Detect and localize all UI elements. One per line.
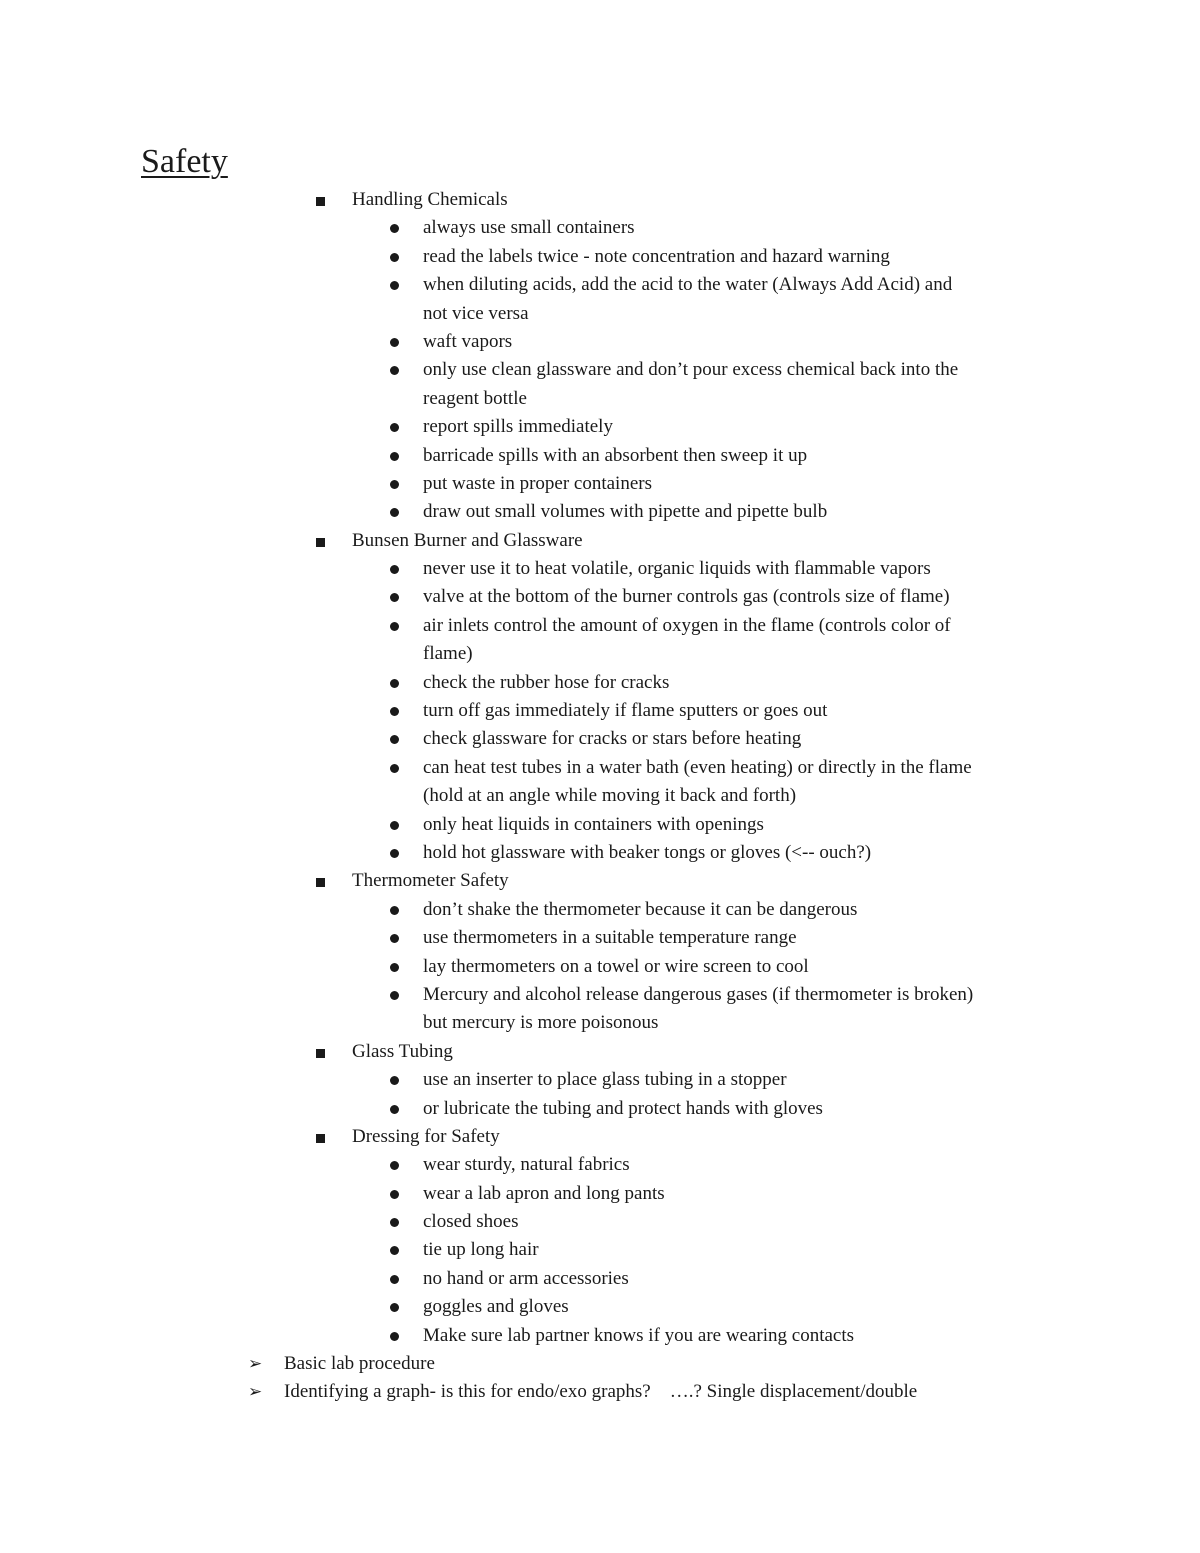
- list-item-text: only use clean glassware and don’t pour excess chemical back into the: [423, 359, 959, 381]
- list-item: [0, 924, 1200, 952]
- round-bullet-icon: [390, 452, 399, 461]
- list-item-text: use thermometers in a suitable temperature range: [423, 927, 797, 949]
- round-bullet-icon: [390, 679, 399, 688]
- list-item-text: put waste in proper containers: [423, 472, 652, 494]
- square-bullet-icon: [316, 878, 325, 887]
- section-heading: Handling Chemicals: [352, 189, 508, 210]
- list-item-text: valve at the bottom of the burner controls gas (controls size of flame): [423, 586, 950, 608]
- list-item-text: not vice versa: [423, 302, 529, 324]
- list-item: [0, 1180, 1200, 1208]
- round-bullet-icon: [390, 735, 399, 744]
- section-heading: Dressing for Safety: [352, 1125, 500, 1147]
- round-bullet-icon: [390, 1218, 399, 1227]
- list-item-text: flame): [423, 643, 473, 665]
- round-bullet-icon: [390, 1076, 399, 1085]
- list-item: [0, 413, 1200, 441]
- list-item: [0, 1236, 1200, 1264]
- list-item-text: barricade spills with an absorbent then sweep it up: [423, 444, 808, 466]
- list-item: [0, 612, 1200, 640]
- list-item: [0, 754, 1200, 782]
- list-item-text: goggles and gloves: [423, 1296, 569, 1318]
- safety-outline: [0, 186, 1200, 1407]
- list-item-text: lay thermometers on a towel or wire screen to cool: [423, 955, 809, 977]
- list-item: [0, 1151, 1200, 1179]
- list-item: [0, 981, 1200, 1009]
- list-item-continuation: [0, 640, 1200, 668]
- list-item-continuation: [0, 385, 1200, 413]
- round-bullet-icon: [390, 622, 399, 631]
- round-bullet-icon: [390, 934, 399, 943]
- list-item-text: always use small containers: [423, 217, 635, 239]
- section-heading-row: [0, 1038, 1200, 1066]
- round-bullet-icon: [390, 906, 399, 915]
- list-item-text: closed shoes: [423, 1211, 519, 1233]
- list-item: [0, 1265, 1200, 1293]
- list-item-text: waft vapors: [423, 330, 513, 352]
- round-bullet-icon: [390, 593, 399, 602]
- square-bullet-icon: [316, 538, 325, 547]
- list-item-text: turn off gas immediately if flame sputters or goes out: [423, 700, 828, 722]
- list-item-text: hold hot glassware with beaker tongs or gloves (<-- ouch?): [423, 841, 872, 863]
- list-item: [0, 811, 1200, 839]
- round-bullet-icon: [390, 253, 399, 262]
- list-item: [0, 669, 1200, 697]
- list-item: [0, 271, 1200, 299]
- list-item: [0, 498, 1200, 526]
- section-heading: Thermometer Safety: [352, 870, 509, 892]
- round-bullet-icon: [390, 707, 399, 716]
- square-bullet-icon: [316, 1049, 325, 1058]
- list-item-text: check glassware for cracks or stars before heating: [423, 728, 802, 750]
- square-bullet-icon: [316, 1134, 325, 1143]
- round-bullet-icon: [390, 963, 399, 972]
- list-item: [0, 1293, 1200, 1321]
- list-item-text: report spills immediately: [423, 416, 613, 438]
- arrowhead-bullet-icon: ➢: [248, 1382, 263, 1403]
- list-item-continuation: [0, 782, 1200, 810]
- round-bullet-icon: [390, 1161, 399, 1170]
- top-level-item: [0, 1350, 1200, 1378]
- round-bullet-icon: [390, 849, 399, 858]
- list-item: [0, 839, 1200, 867]
- list-item-text: draw out small volumes with pipette and pipette bulb: [423, 501, 828, 523]
- round-bullet-icon: [390, 565, 399, 574]
- list-item: [0, 1208, 1200, 1236]
- top-level-item-text: Identifying a graph- is this for endo/exo graphs? ….? Single displacement/double: [284, 1381, 918, 1403]
- list-item: [0, 725, 1200, 753]
- top-level-item: [0, 1378, 1200, 1406]
- list-item-text: when diluting acids, add the acid to the water (Always Add Acid) and: [423, 274, 953, 296]
- list-item: [0, 1095, 1200, 1123]
- list-item-text: no hand or arm accessories: [423, 1267, 629, 1289]
- section-heading-row: [0, 1123, 1200, 1151]
- round-bullet-icon: [390, 1332, 399, 1341]
- list-item: [0, 555, 1200, 583]
- list-item-text: read the labels twice - note concentration and hazard warning: [423, 245, 890, 267]
- list-item-text: (hold at an angle while moving it back and forth): [423, 785, 797, 807]
- page-title: Safety: [141, 143, 228, 180]
- list-item-continuation: [0, 1009, 1200, 1037]
- section-heading: Bunsen Burner and Glassware: [352, 529, 583, 551]
- round-bullet-icon: [390, 1303, 399, 1312]
- list-item-text: Mercury and alcohol release dangerous gases (if thermometer is broken): [423, 983, 974, 1005]
- round-bullet-icon: [390, 480, 399, 489]
- list-item-text: check the rubber hose for cracks: [423, 671, 670, 693]
- list-item: [0, 896, 1200, 924]
- list-item-text: reagent bottle: [423, 387, 527, 409]
- list-item-text: wear a lab apron and long pants: [423, 1182, 665, 1204]
- round-bullet-icon: [390, 1246, 399, 1255]
- list-item: [0, 243, 1200, 271]
- round-bullet-icon: [390, 366, 399, 375]
- list-item: [0, 1066, 1200, 1094]
- section-heading-row: [0, 527, 1200, 555]
- round-bullet-icon: [390, 224, 399, 233]
- arrowhead-bullet-icon: ➢: [248, 1354, 263, 1375]
- list-item: [0, 214, 1200, 242]
- list-item-text: use an inserter to place glass tubing in a stopper: [423, 1069, 787, 1091]
- list-item: [0, 356, 1200, 384]
- list-item: [0, 697, 1200, 725]
- round-bullet-icon: [390, 1105, 399, 1114]
- list-item: [0, 953, 1200, 981]
- list-item-text: can heat test tubes in a water bath (even heating) or directly in the flame: [423, 756, 972, 778]
- square-bullet-icon: [316, 197, 325, 206]
- list-item-text: Make sure lab partner knows if you are wearing contacts: [423, 1324, 855, 1346]
- list-item-text: never use it to heat volatile, organic liquids with flammable vapors: [423, 558, 931, 580]
- round-bullet-icon: [390, 338, 399, 347]
- section-heading: Glass Tubing: [352, 1040, 453, 1062]
- round-bullet-icon: [390, 1190, 399, 1199]
- list-item-text: tie up long hair: [423, 1239, 539, 1261]
- list-item: [0, 442, 1200, 470]
- round-bullet-icon: [390, 423, 399, 432]
- round-bullet-icon: [390, 991, 399, 1000]
- list-item-text: air inlets control the amount of oxygen in the flame (controls color of: [423, 614, 951, 636]
- round-bullet-icon: [390, 764, 399, 773]
- list-item: [0, 583, 1200, 611]
- list-item-text: don’t shake the thermometer because it can be dangerous: [423, 898, 858, 920]
- list-item: [0, 328, 1200, 356]
- list-item-continuation: [0, 300, 1200, 328]
- round-bullet-icon: [390, 1275, 399, 1284]
- list-item-text: or lubricate the tubing and protect hands with gloves: [423, 1097, 823, 1119]
- round-bullet-icon: [390, 281, 399, 290]
- top-level-item-text: Basic lab procedure: [284, 1353, 435, 1375]
- section-heading-row: [0, 867, 1200, 895]
- section-heading-row: [0, 186, 1200, 214]
- list-item: [0, 1322, 1200, 1350]
- list-item-text: wear sturdy, natural fabrics: [423, 1154, 630, 1176]
- round-bullet-icon: [390, 508, 399, 517]
- list-item: [0, 470, 1200, 498]
- list-item-text: only heat liquids in containers with openings: [423, 813, 764, 835]
- list-item-text: but mercury is more poisonous: [423, 1012, 659, 1034]
- round-bullet-icon: [390, 821, 399, 830]
